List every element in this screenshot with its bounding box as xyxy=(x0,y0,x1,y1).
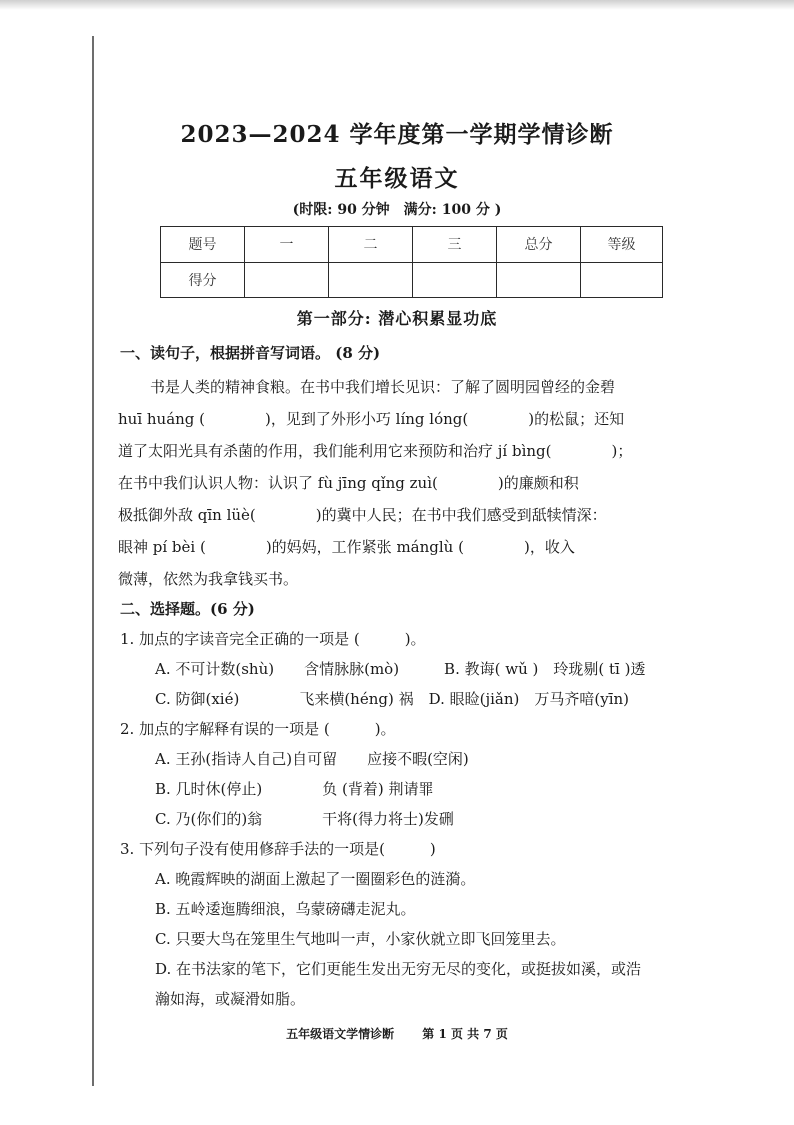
question-2-option-b: B. 几时休(停止) 负 (背着) 荆请罪 xyxy=(155,780,434,798)
question-1-options-cd: C. 防御(xié) 飞来横(héng) 祸 D. 眼睑(jiǎn) 万马齐喑(yīn) xyxy=(155,690,630,708)
scan-top-shadow xyxy=(0,0,794,10)
question-3-option-d-cont: 瀚如海，或凝滑如脂。 xyxy=(155,990,306,1008)
question-1: 1. 加点的字读音完全正确的一项是 ( )。 xyxy=(120,630,426,648)
score-cell xyxy=(413,262,497,298)
score-cell: 总分 xyxy=(497,227,581,263)
score-cell: 二 xyxy=(329,227,413,263)
score-table xyxy=(160,226,663,298)
exam-subject: 五年级语文 xyxy=(334,165,460,192)
section1-line: 书是人类的精神食粮。在书中我们增长见识：了解了圆明园曾经的金碧 xyxy=(150,378,616,396)
footer-subject: 五年级语文学情诊断 xyxy=(286,1027,395,1041)
question-3-option-a: A. 晚霞辉映的湖面上激起了一圈圈彩色的涟漪。 xyxy=(155,870,476,888)
score-cell: 等级 xyxy=(581,227,663,263)
question-3-option-d: D. 在书法家的笔下，它们更能生发出无穷无尽的变化，或挺拔如溪，或浩 xyxy=(155,960,642,978)
score-cell xyxy=(497,262,581,298)
score-cell: 题号 xyxy=(161,227,245,263)
question-2: 2. 加点的字解释有误的一项是 ( )。 xyxy=(120,720,396,738)
score-cell xyxy=(329,262,413,298)
page-footer xyxy=(0,1025,794,1042)
exam-title: 2023—2024 学年度第一学期学情诊断 xyxy=(180,121,614,148)
question-3: 3. 下列句子没有使用修辞手法的一项是( ) xyxy=(120,840,436,858)
score-cell xyxy=(581,262,663,298)
question-3-option-c: C. 只要大鸟在笼里生气地叫一声，小家伙就立即飞回笼里去。 xyxy=(155,930,566,948)
section1-heading: 一、读句子，根据拼音写词语。 (8 分) xyxy=(120,344,381,362)
section1-line: 微薄，依然为我拿钱买书。 xyxy=(118,570,299,588)
section2-heading: 二、选择题。(6 分) xyxy=(120,600,255,618)
part1-heading: 第一部分: 潜心积累显功底 xyxy=(296,309,498,328)
question-2-option-c: C. 乃(你们的)翁 干将(得力将士)发硎 xyxy=(155,810,454,828)
score-table-score-row xyxy=(161,262,663,298)
section1-line: 眼神 pí bèi ( )的妈妈，工作紧张 mánglù ( )，收入 xyxy=(118,538,575,556)
section1-line: 在书中我们认识人物：认识了 fù jīng qǐng zuì( )的廉颇和积 xyxy=(118,474,579,492)
score-table-header-row xyxy=(161,227,663,263)
section1-line: 极抵御外敌 qīn lüè( )的冀中人民；在书中我们感受到舐犊情深： xyxy=(118,506,607,524)
time-limit: (时限: 90 分钟 满分: 100 分 ) xyxy=(292,202,502,218)
question-2-option-a: A. 王孙(指诗人自己)自可留 应接不暇(空闲) xyxy=(155,750,469,768)
section1-line: 道了太阳光具有杀菌的作用，我们能利用它来预防和治疗 jí bìng( )； xyxy=(118,442,633,460)
score-cell: 三 xyxy=(413,227,497,263)
score-cell xyxy=(245,262,329,298)
question-1-options-ab: A. 不可计数(shù) 含情脉脉(mò) B. 教诲( wǔ ) 玲珑剔( tī )透 xyxy=(155,660,646,678)
score-cell: 一 xyxy=(245,227,329,263)
footer-page-number: 第 1 页 共 7 页 xyxy=(422,1027,508,1041)
binding-margin-line xyxy=(92,36,94,1086)
section1-line: huī huáng ( )，见到了外形小巧 líng lóng( )的松鼠；还知 xyxy=(118,410,625,428)
question-3-option-b: B. 五岭逶迤腾细浪，乌蒙磅礴走泥丸。 xyxy=(155,900,416,918)
score-cell: 得分 xyxy=(161,262,245,298)
